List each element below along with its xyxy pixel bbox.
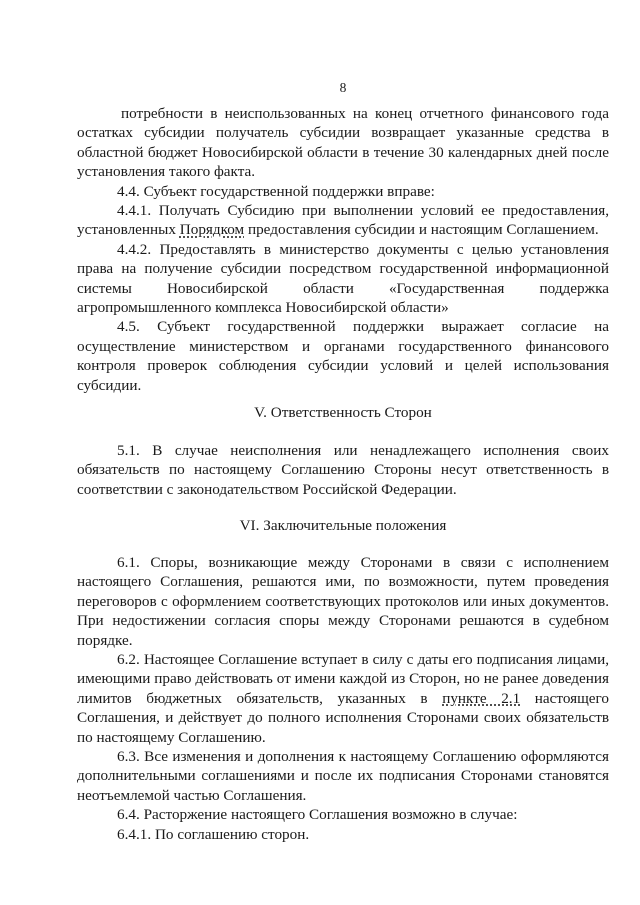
paragraph-4-4-1 [77,201,609,240]
section-6-body [77,553,609,844]
paragraph-6-2 [77,650,609,747]
paragraph-6-1: 6.1. Споры, возникающие между Сторонами в связи с исполнением настоящего Соглашения, решаются ими, по возможности, путем проведения переговоров с оформлением соответствующих протоколов или иных документов. При недостижении согласия споры между Сторонами решаются в судебном порядке. [77,554,609,649]
paragraph-6-4: 6.4. Расторжение настоящего Соглашения возможно в случае: [117,806,518,824]
section-4-continuation [77,104,609,395]
section-5-heading: V. Ответственность Сторон [254,404,432,421]
paragraph-4-4-1-text-start: 4.4.1. Получать Субсидию при выполнении условий ее предоставления, установленных [77,202,609,239]
document-page [77,0,609,905]
paragraph-5-1: 5.1. В случае неисполнения или ненадлежащего исполнения своих обязательств по настоящему Соглашению Стороны несут ответственность в соответствии с законодательством Российской Федерации. [77,442,609,498]
poryadok-link[interactable]: Порядком [179,221,245,239]
paragraph-6-2-text-start: 6.2. Настоящее Соглашение вступает в силу с даты его подписания лицами, имеющими право действовать от имени каждой из Сторон, но не ранее доведения лимитов бюджетных обязательств, указанных в [77,651,609,707]
paragraph-6-4-1: 6.4.1. По соглашению сторон. [117,825,310,843]
punkt-2-1-link[interactable]: пункте 2.1 [442,689,521,707]
section-6-heading: VI. Заключительные положения [239,517,447,534]
paragraph-4-5: 4.5. Субъект государственной поддержки выражает согласие на осуществление министерством и органами государственного финансового контроля проверок соблюдения субсидии условий и целей использования субсидии. [77,318,609,394]
paragraph-4-4-2: 4.4.2. Предоставлять в министерство документы с целью установления права на получение субсидии посредством государственной информационной системы Новосибирской области «Государственная поддержка агропромышленного комплекса Новосибирской области» [77,240,609,317]
paragraph-6-3: 6.3. Все изменения и дополнения к настоящему Соглашению оформляются дополнительными соглашениями и после их подписания Сторонами становятся неотъемлемой частью Соглашения. [77,748,609,804]
paragraph-4-3-continuation: потребности в неиспользованных на конец отчетного финансового года остатках субсидии получатель субсидии возвращает указанные средства в областной бюджет Новосибирской области в течение 30 календарных дней после установления такого факта. [77,105,609,181]
paragraph-6-2-text-end: настоящего Соглашения, и действует до полного исполнения Сторонами своих обязательств по настоящему Соглашению. [77,689,609,746]
section-5-body [77,441,609,499]
paragraph-4-4: 4.4. Субъект государственной поддержки вправе: [117,182,435,200]
paragraph-4-4-1-text-end: предоставления субсидии и настоящим Соглашением. [244,221,599,239]
page-number: 8 [339,80,347,95]
